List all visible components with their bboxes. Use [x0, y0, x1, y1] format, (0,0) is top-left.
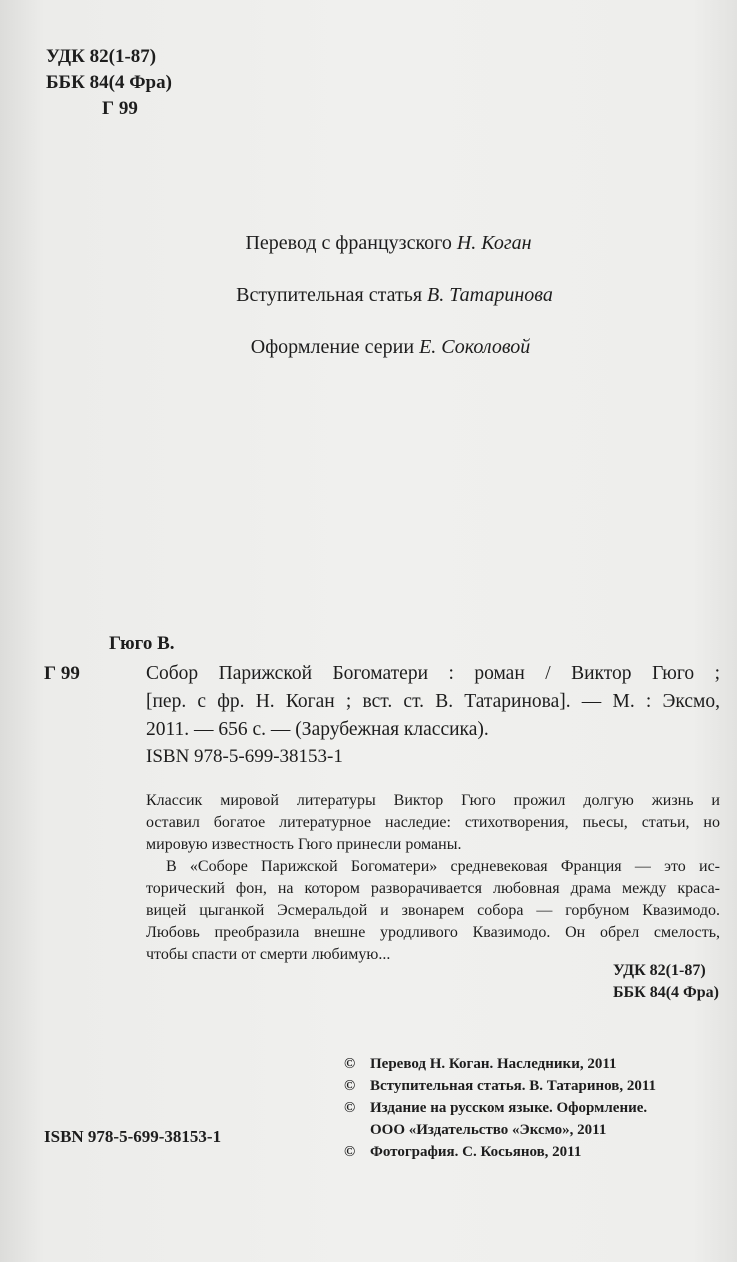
copyright-line: [344, 1141, 656, 1163]
udk-code: УДК 82(1-87): [46, 46, 157, 67]
biblio-line: [пер. с фр. Н. Коган ; вст. ст. В. Татаринова]. — М. : Эксмо,: [146, 691, 720, 712]
biblio-line: 2011. — 656 с. — (Зарубежная классика).: [146, 719, 489, 740]
isbn-main: ISBN 978-5-699-38153-1: [146, 746, 343, 767]
biblio-line: Собор Парижской Богоматери : роман / Виктор Гюго ;: [146, 663, 720, 684]
copyright-line: [344, 1075, 656, 1097]
author-sign: Г 99: [102, 98, 138, 119]
copyright-text: Перевод Н. Коган. Наследники, 2011: [370, 1056, 617, 1072]
copyright-text: Фотография. С. Косьянов, 2011: [370, 1144, 582, 1160]
isbn-bottom: ISBN 978-5-699-38153-1: [44, 1127, 222, 1146]
copyright-icon: ©: [344, 1100, 356, 1116]
intro-label: Вступительная статья: [236, 284, 423, 306]
designer-name: Е. Соколовой: [419, 336, 531, 358]
annotation-line: В «Соборе Парижской Богоматери» средневековая Франция — это ис-: [166, 858, 720, 875]
annotation-line: торический фон, на котором разворачивается любовная драма между краса-: [146, 880, 720, 897]
intro-credit: [26, 284, 737, 307]
design-credit: [22, 336, 737, 359]
annotation-line: вицей цыганкой Эсмеральдой и звонарем собора — горбуном Квазимодо.: [146, 902, 720, 919]
copyright-icon: ©: [344, 1078, 356, 1094]
intro-author-name: В. Татаринова: [427, 284, 553, 306]
copyright-block: [344, 1053, 656, 1163]
translator-name: Н. Коган: [456, 232, 532, 254]
copyright-text: Вступительная статья. В. Татаринов, 2011: [370, 1078, 657, 1094]
annotation-line: Любовь преобразила внешне уродливого Квазимодо. Он обрел смелость,: [146, 924, 720, 941]
annotation-line: мировую известность Гюго принесли романы.: [146, 836, 462, 853]
bibliographic-description: [146, 660, 720, 744]
annotation-line: Классик мировой литературы Виктор Гюго прожил долгую жизнь и: [146, 792, 720, 809]
copyright-line: [344, 1097, 656, 1119]
copyright-icon: ©: [344, 1144, 356, 1160]
annotation: [146, 790, 720, 966]
biblio-author-sign: Г 99: [44, 663, 80, 684]
classification-codes-top: [46, 44, 172, 122]
bbk-code-bottom: ББК 84(4 Фра): [612, 984, 719, 1001]
classification-codes-bottom: [613, 960, 719, 1004]
translator-credit: [20, 232, 737, 255]
copyright-line: [344, 1053, 656, 1075]
copyright-text: Издание на русском языке. Оформление.: [370, 1100, 648, 1116]
translator-label: Перевод с французского: [245, 232, 452, 254]
biblio-author: Гюго В.: [109, 633, 175, 654]
copyright-icon: ©: [344, 1056, 356, 1072]
bbk-code: ББК 84(4 Фра): [46, 72, 172, 93]
annotation-line: оставил богатое литературное наследие: стихотворения, пьесы, статьи, но: [146, 814, 720, 831]
design-label: Оформление серии: [250, 336, 415, 358]
udk-code-bottom: УДК 82(1-87): [612, 962, 706, 979]
annotation-line: чтобы спасти от смерти любимую...: [146, 946, 391, 963]
copyright-continuation: ООО «Издательство «Эксмо», 2011: [370, 1122, 607, 1138]
